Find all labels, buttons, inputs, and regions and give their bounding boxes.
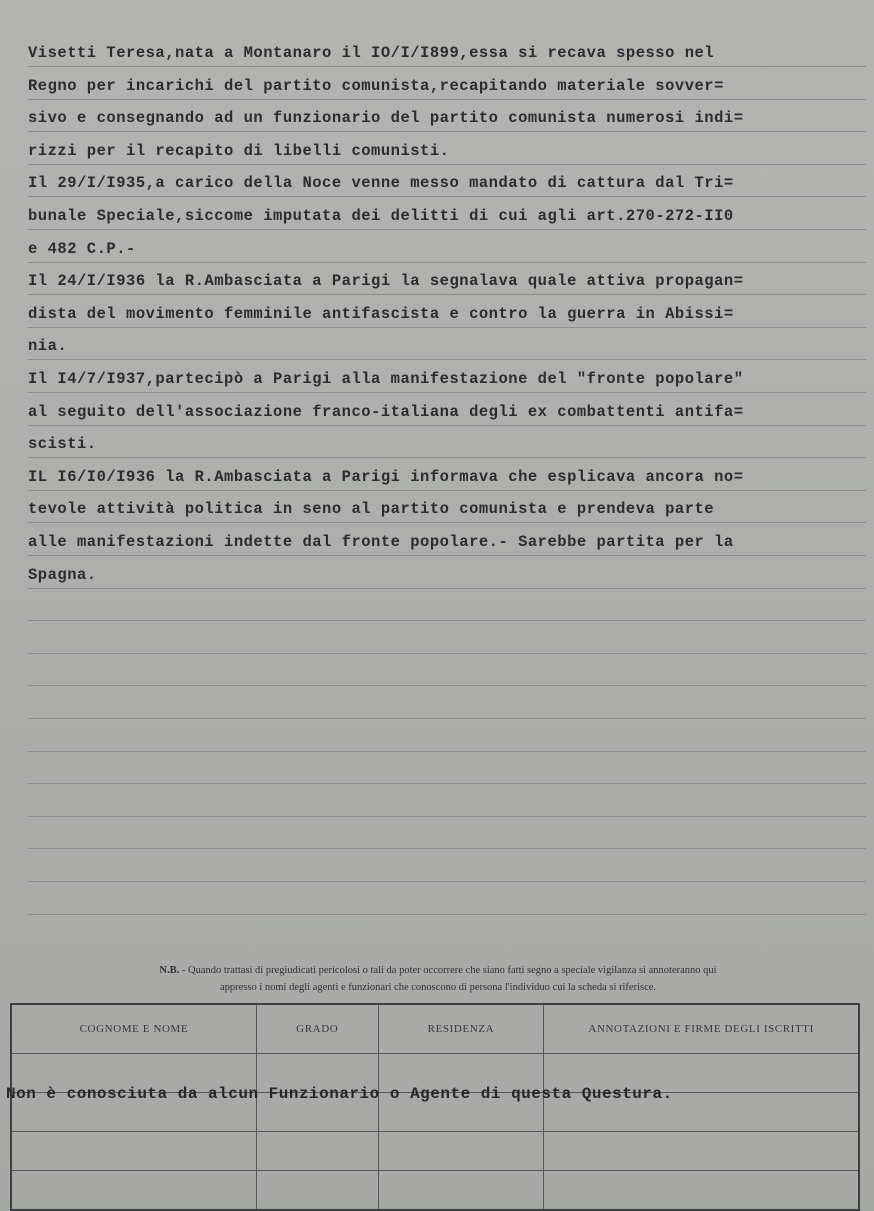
text-line: IL I6/I0/I936 la R.Ambasciata a Parigi informava che esplicava ancora no= [28, 467, 744, 486]
ruled-line [28, 783, 866, 784]
text-line: nia. [28, 337, 68, 356]
ruled-line [28, 327, 866, 328]
nota-bene [12, 962, 864, 996]
ruled-line [28, 751, 866, 752]
ruled-line [28, 816, 866, 817]
ruled-line [28, 522, 866, 523]
ruled-line [28, 229, 866, 230]
text-line: sivo e consegnando ad un funzionario del partito comunista numerosi indi= [28, 109, 744, 128]
ruled-line [28, 392, 866, 393]
text-line: e 482 C.P.- [28, 239, 136, 258]
ruled-line [28, 490, 866, 491]
ruled-line [28, 99, 866, 100]
text-line: Spagna. [28, 565, 97, 584]
ruled-line [28, 881, 866, 882]
ruled-line [28, 66, 866, 67]
ruled-line [28, 196, 866, 197]
ruled-line [28, 262, 866, 263]
text-line: bunale Speciale,siccome imputata dei delitti di cui agli art.270-272-II0 [28, 207, 734, 225]
ruled-line [28, 425, 866, 426]
ruled-line [28, 653, 866, 654]
text-line: scisti. [28, 435, 97, 454]
header-residenza: RESIDENZA [378, 1004, 544, 1054]
text-line: dista del movimento femminile antifascista e contro la guerra in Abissi= [28, 304, 734, 323]
ruled-line [28, 588, 866, 589]
text-line: tevole attività politica in seno al partito comunista e prendeva parte [28, 500, 715, 519]
header-grado: GRADO [256, 1004, 378, 1054]
nb-text-line2: appresso i nomi degli agenti e funzionari che conoscono di persona l'individuo cui la scheda si riferisce. [219, 982, 657, 993]
ruled-line [28, 555, 866, 556]
text-line: Il 24/I/I936 la R.Ambasciata a Parigi la segnalava quale attiva propagan= [28, 272, 744, 291]
agents-table [10, 1003, 860, 1211]
table-entry-text: Non è conosciuta da alcun Funzionario o Agente di questa Questura. [6, 1085, 673, 1103]
ruled-line [28, 457, 866, 458]
header-annotazioni: ANNOTAZIONI E FIRME DEGLI ISCRITTI [544, 1004, 859, 1054]
ruled-line [28, 685, 866, 686]
text-line: Regno per incarichi del partito comunista,recapitando materiale sovver= [28, 76, 724, 95]
table-header-row [11, 1004, 859, 1054]
nb-text-line1: - Quando trattasi di pregiudicati pericolosi o tali da poter occorrere che siano fatti segno a speciale vigilanza si annoteranno qui [179, 965, 717, 976]
ruled-line [28, 620, 866, 621]
ruled-line [28, 359, 866, 360]
ruled-line [28, 848, 866, 849]
text-line: Il 29/I/I935,a carico della Noce venne messo mandato di cattura dal Tri= [28, 174, 734, 193]
text-line: Il I4/7/I937,partecipò a Parigi alla manifestazione del "fronte popolare" [28, 370, 744, 388]
nb-label: N.B. [159, 965, 180, 976]
ruled-line [28, 914, 866, 915]
text-line: al seguito dell'associazione franco-italiana degli ex combattenti antifa= [28, 402, 744, 421]
ruled-line [28, 164, 866, 165]
header-cognome-nome: COGNOME E NOME [11, 1004, 256, 1054]
table-row [11, 1132, 859, 1171]
text-line: rizzi per il recapito di libelli comunisti. [28, 141, 450, 160]
table-row [11, 1171, 859, 1211]
text-line: alle manifestazioni indette dal fronte popolare.- Sarebbe partita per la [28, 533, 734, 551]
text-line: Visetti Teresa,nata a Montanaro il IO/I/I899,essa si recava spesso nel [28, 44, 715, 62]
ruled-line [28, 294, 866, 295]
ruled-line [28, 718, 866, 719]
ruled-line [28, 131, 866, 132]
